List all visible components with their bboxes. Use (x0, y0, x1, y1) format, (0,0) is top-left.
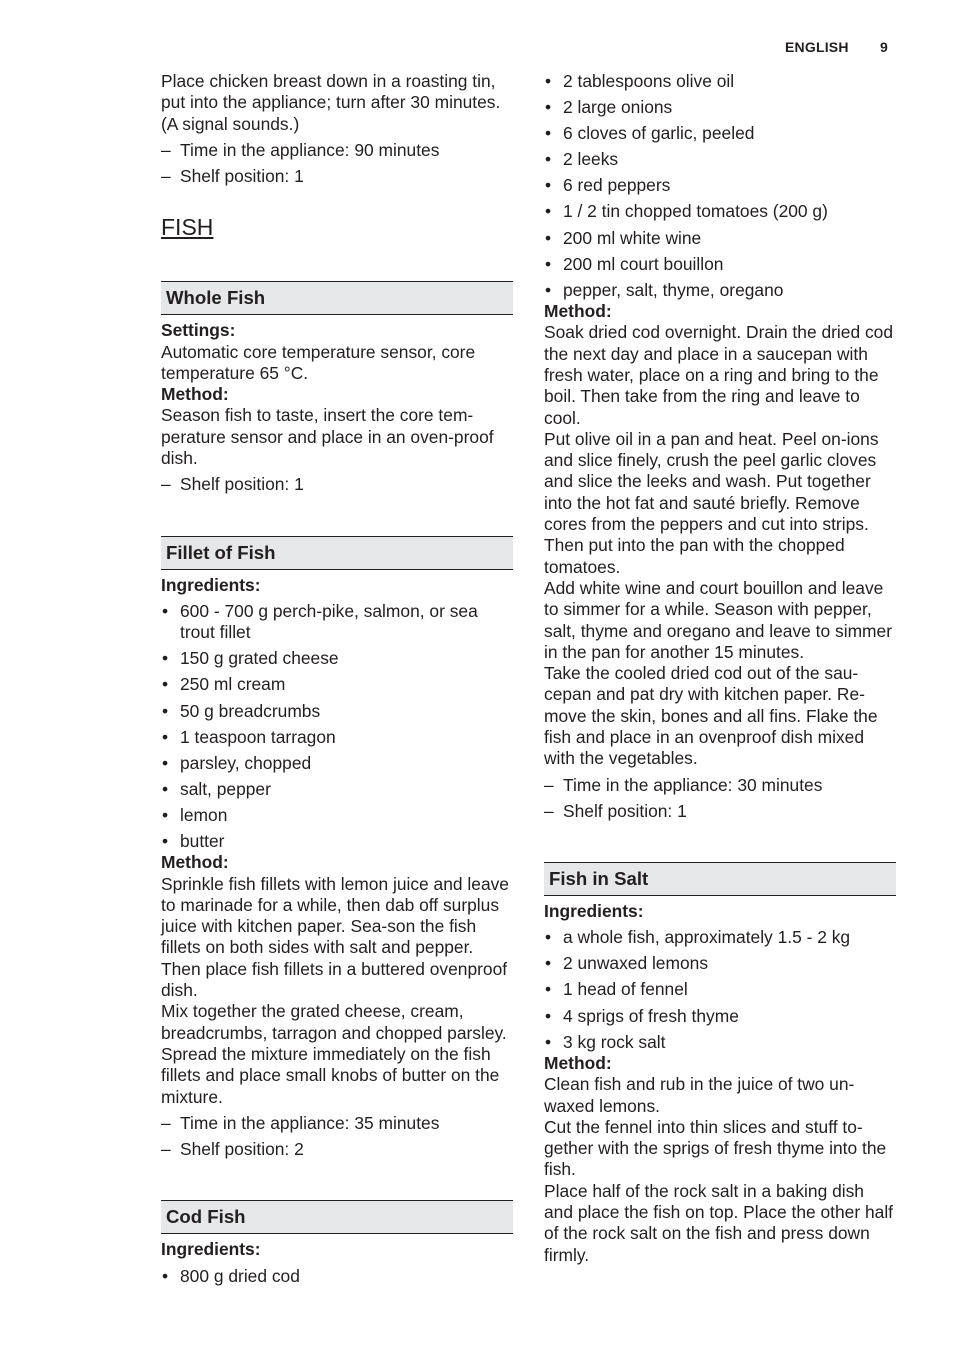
step-item: – Shelf position: 1 (161, 166, 513, 187)
ingredient-item: • 600 - 700 g perch-pike, salmon, or sea trout fillet (161, 601, 513, 644)
cod-steps (544, 775, 896, 822)
cod-heading: Cod Fish (161, 1200, 513, 1234)
ingredient-item: • 3 kg rock salt (544, 1032, 896, 1053)
step-item: – Time in the appliance: 90 minutes (161, 140, 513, 161)
ingredient-item: • 1 head of fennel (544, 979, 896, 1000)
method-text: Add white wine and court bouillon and leave to simmer for a while. Season with pepper, salt, thyme and oregano and leave to simmer in the pan for another 15 minutes. (544, 577, 892, 662)
ingredient-item: • 1 / 2 tin chopped tomatoes (200 g) (544, 201, 896, 222)
ingredients-label: Ingredients: (161, 574, 261, 595)
settings-text: Automatic core temperature sensor, core temperature 65 °C. (161, 341, 476, 383)
ingredient-item: • 50 g breadcrumbs (161, 701, 513, 722)
language-label: ENGLISH (785, 39, 849, 55)
ingredient-item: • 1 teaspoon tarragon (161, 727, 513, 748)
method-text: Clean fish and rub in the juice of two un-waxed lemons. (544, 1074, 855, 1116)
ingredient-item: • lemon (161, 805, 513, 826)
method-text: Sprinkle fish fillets with lemon juice and leave to marinade for a while, then dab off surplus juice with kitchen paper. Sea-son the fish fillets on both sides with salt and pepper. Then place fish fillets in a buttered ovenproof dish. (161, 873, 509, 1001)
ingredient-item: • 2 large onions (544, 97, 896, 118)
ingredient-item: • 4 sprigs of fresh thyme (544, 1006, 896, 1027)
method-text: Take the cooled dried cod out of the sau-cepan and pat dry with kitchen paper. Re-move the skin, bones and all fins. Flake the fish and place in an ovenproof dish mixed with the vegetables. (544, 663, 878, 769)
ingredient-item: • butter (161, 831, 513, 852)
method-text: Season fish to taste, insert the core tem-perature sensor and place in an oven-proof dish. (161, 405, 494, 469)
left-column (161, 71, 513, 1287)
ingredient-item: • pepper, salt, thyme, oregano (544, 280, 896, 301)
cod-ingredients (161, 1266, 513, 1287)
method-text: Put olive oil in a pan and heat. Peel on-ions and slice finely, crush the peel garlic cloves and slice the leeks and wash. Put together into the hot fat and sauté briefly. Remove cores from the peppers and cut into strips. Then put into the pan with the chopped tomatoes. (544, 428, 879, 577)
ingredient-item: • 6 cloves of garlic, peeled (544, 123, 896, 144)
section-title: FISH (161, 214, 214, 241)
step-item: – Shelf position: 1 (161, 474, 513, 495)
fillet-ingredients (161, 601, 513, 852)
method-text: Cut the fennel into thin slices and stuff to-gether with the sprigs of fresh thyme into the fish. (544, 1116, 887, 1180)
ingredients-label: Ingredients: (161, 1239, 261, 1260)
whole-fish-steps (161, 474, 513, 495)
whole-fish-heading: Whole Fish (161, 281, 513, 315)
ingredient-item: • 150 g grated cheese (161, 648, 513, 669)
ingredient-item: • 2 tablespoons olive oil (544, 71, 896, 92)
step-item: – Shelf position: 2 (161, 1139, 513, 1160)
ingredient-item: • 2 unwaxed lemons (544, 953, 896, 974)
page-header (785, 39, 888, 55)
ingredient-item: • 2 leeks (544, 149, 896, 170)
ingredient-item: • a whole fish, approximately 1.5 - 2 kg (544, 927, 896, 948)
step-item: – Shelf position: 1 (544, 801, 896, 822)
step-item: – Time in the appliance: 30 minutes (544, 775, 896, 796)
fillet-heading: Fillet of Fish (161, 536, 513, 570)
intro-steps (161, 140, 513, 187)
cod-ingredients-continued (544, 71, 896, 301)
salt-ingredients (544, 927, 896, 1053)
ingredient-item: • parsley, chopped (161, 753, 513, 774)
fish-in-salt-heading: Fish in Salt (544, 862, 896, 896)
method-label: Method: (544, 301, 612, 322)
settings-label: Settings: (161, 320, 236, 341)
method-text: Soak dried cod overnight. Drain the dried cod the next day and place in a saucepan with fresh water, place on a ring and bring to the boil. Then take from the ring and leave to cool. (544, 322, 893, 428)
ingredient-item: • salt, pepper (161, 779, 513, 800)
intro-text: Place chicken breast down in a roasting tin, put into the appliance; turn after 30 minutes. (A signal sounds.) (161, 71, 501, 134)
fillet-steps (161, 1113, 513, 1160)
ingredient-item: • 200 ml court bouillon (544, 254, 896, 275)
method-label: Method: (544, 1052, 612, 1073)
ingredient-item: • 200 ml white wine (544, 228, 896, 249)
ingredient-item: • 800 g dried cod (161, 1266, 513, 1287)
right-column (544, 71, 896, 1266)
step-item: – Time in the appliance: 35 minutes (161, 1113, 513, 1134)
page-number: 9 (880, 39, 888, 55)
method-text: Place half of the rock salt in a baking dish and place the fish on top. Place the other half of the rock salt on the fish and press down firmly. (544, 1180, 894, 1265)
method-text: Mix together the grated cheese, cream, breadcrumbs, tarragon and chopped parsley. Spread the mixture immediately on the fish fillets and place small knobs of butter on the mixture. (161, 1001, 507, 1107)
method-label: Method: (161, 384, 229, 405)
ingredient-item: • 250 ml cream (161, 674, 513, 695)
ingredient-item: • 6 red peppers (544, 175, 896, 196)
method-label: Method: (161, 852, 229, 873)
ingredients-label: Ingredients: (544, 900, 644, 921)
